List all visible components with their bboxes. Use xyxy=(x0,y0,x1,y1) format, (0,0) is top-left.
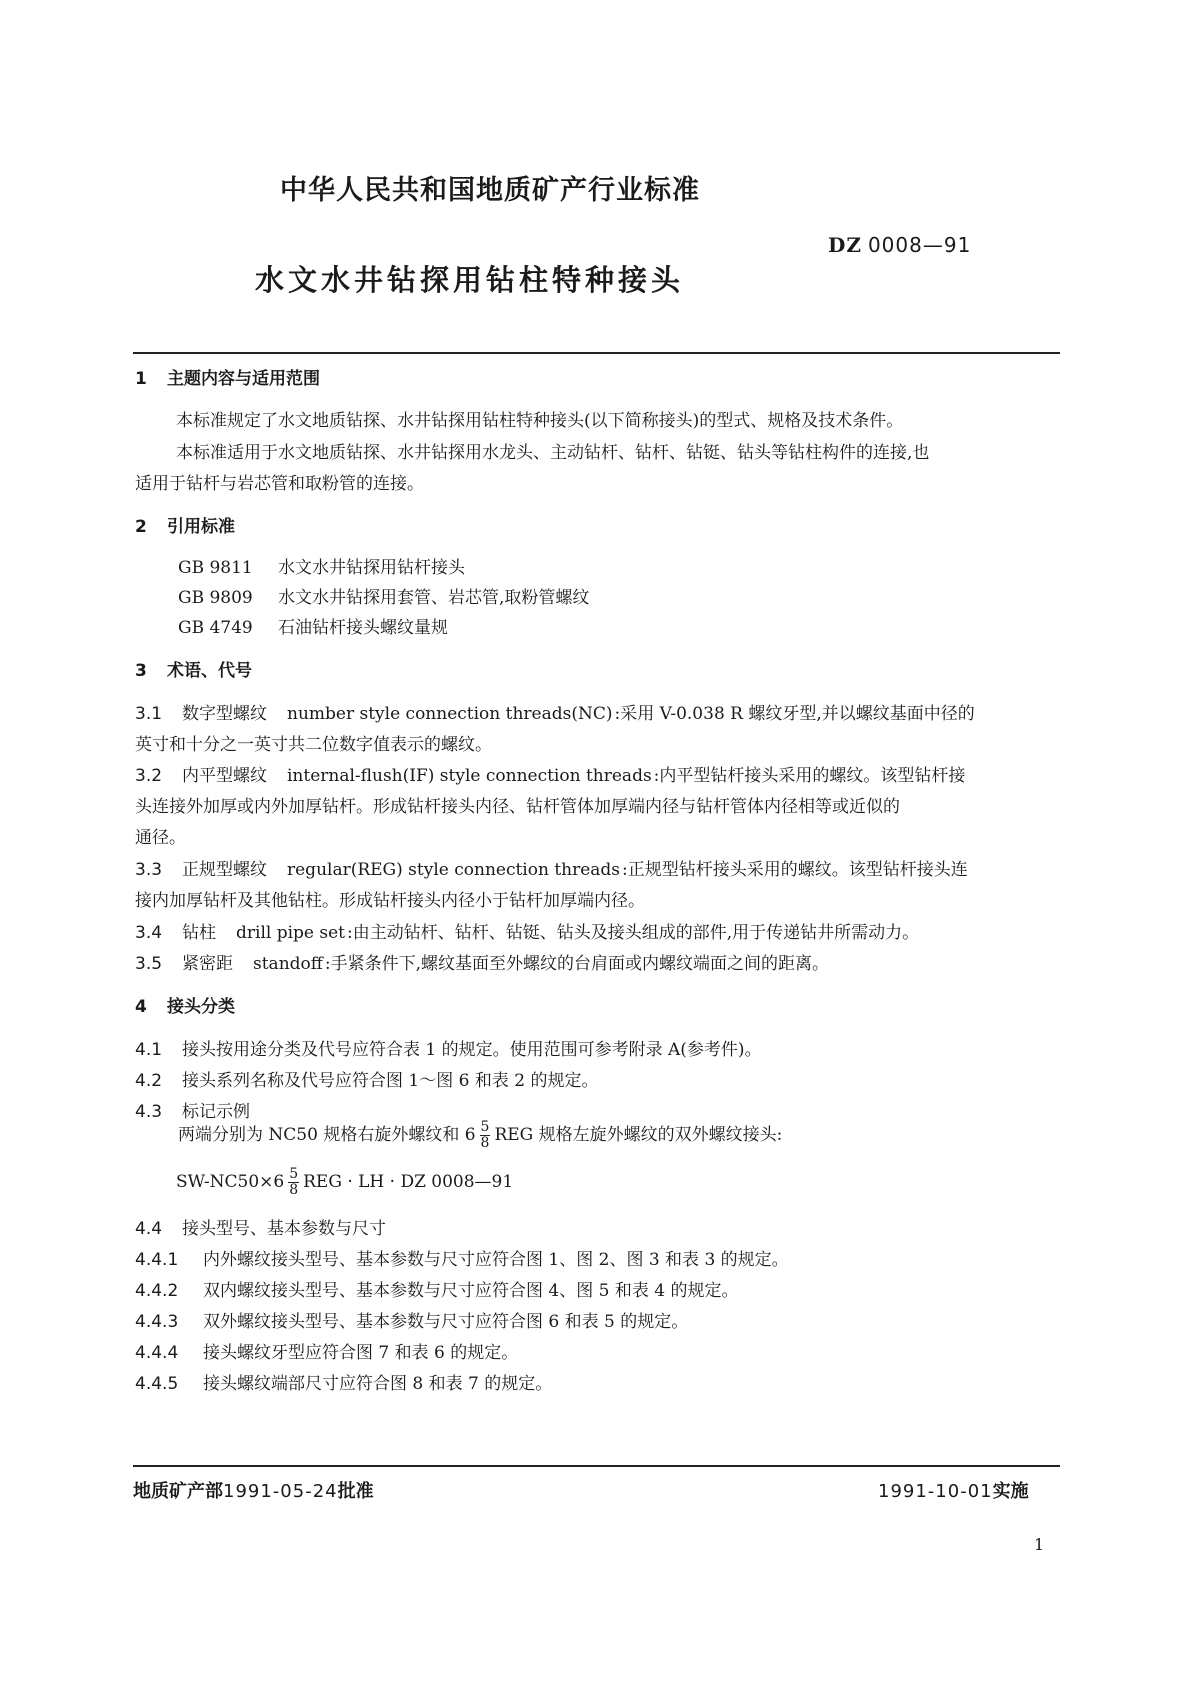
clause-4-4: 4.4 接头型号、基本参数与尺寸 xyxy=(135,1219,386,1239)
reference-item: GB 4749 石油钻杆接头螺纹量规 xyxy=(178,618,448,638)
standard-prefix: DZ xyxy=(828,233,862,257)
clause-3-2: 3.2 内平型螺纹 internal-flush(IF) style connection threads :内平型钻杆接头采用的螺纹。该型钻杆接 xyxy=(135,766,966,786)
clause-3-5: 3.5 紧密距 standoff :手紧条件下,螺纹基面至外螺纹的台肩面或内螺纹端面之间的距离。 xyxy=(135,954,829,974)
fraction: $\frac{5}{8}$ xyxy=(480,1119,490,1151)
clause-3-1: 3.1 数字型螺纹 number style connection threads(NC) :采用 V-0.038 R 螺纹牙型,并以螺纹基面中径的 xyxy=(135,704,975,724)
marking-example-description: 两端分别为 NC50 规格右旋外螺纹和 6 $\frac{5}{8}$ REG 规格左旋外螺纹的双外螺纹接头: xyxy=(178,1119,783,1151)
clause-4-4-2: 4.4.2 双内螺纹接头型号、基本参数与尺寸应符合图 4、图 5 和表 4 的规定。 xyxy=(135,1281,739,1301)
clause-4-4-4: 4.4.4 接头螺纹牙型应符合图 7 和表 6 的规定。 xyxy=(135,1343,519,1363)
clause-3-2-cont: 头连接外加厚或内外加厚钻杆。形成钻杆接头内径、钻杆管体加厚端内径与钻杆管体内径相等或近似的 xyxy=(135,797,900,817)
clause-3-1-cont: 英寸和十分之一英寸共二位数字值表示的螺纹。 xyxy=(135,735,492,755)
section-1-heading: 1 主题内容与适用范围 xyxy=(135,369,320,389)
document-title: 水文水井钻探用钻柱特种接头 xyxy=(255,263,685,297)
standard-code: 0008—91 xyxy=(867,233,972,257)
section-1-para-2-line-2: 适用于钻杆与岩芯管和取粉管的连接。 xyxy=(135,474,424,494)
clause-3-3-cont: 接内加厚钻杆及其他钻柱。形成钻杆接头内径小于钻杆加厚端内径。 xyxy=(135,891,645,911)
reference-item: GB 9809 水文水井钻探用套管、岩芯管,取粉管螺纹 xyxy=(178,588,590,608)
section-4-heading: 4 接头分类 xyxy=(135,997,235,1017)
clause-4-1: 4.1 接头按用途分类及代号应符合表 1 的规定。使用范围可参考附录 A(参考件)。 xyxy=(135,1040,762,1060)
issuing-body-heading: 中华人民共和国地质矿产行业标准 xyxy=(280,175,700,206)
clause-4-2: 4.2 接头系列名称及代号应符合图 1～图 6 和表 2 的规定。 xyxy=(135,1071,599,1091)
clause-3-4: 3.4 钻柱 drill pipe set :由主动钻杆、钻杆、钻铤、钻头及接头组成的部件,用于传递钻井所需动力。 xyxy=(135,923,920,943)
section-2-heading: 2 引用标准 xyxy=(135,517,235,537)
clause-4-4-5: 4.4.5 接头螺纹端部尺寸应符合图 8 和表 7 的规定。 xyxy=(135,1374,553,1394)
section-3-heading: 3 术语、代号 xyxy=(135,661,252,681)
clause-4-3: 4.3 标记示例 xyxy=(135,1102,250,1122)
footer-rule xyxy=(133,1465,1060,1467)
page-number: 1 xyxy=(1034,1535,1045,1554)
clause-3-3: 3.3 正规型螺纹 regular(REG) style connection threads :正规型钻杆接头采用的螺纹。该型钻杆接头连 xyxy=(135,860,968,880)
clause-3-2-cont: 通径。 xyxy=(135,828,186,848)
effective-line: 1991-10-01实施 xyxy=(878,1481,1029,1502)
clause-4-4-1: 4.4.1 内外螺纹接头型号、基本参数与尺寸应符合图 1、图 2、图 3 和表 3 的规定。 xyxy=(135,1250,789,1270)
reference-item: GB 9811 水文水井钻探用钻杆接头 xyxy=(178,558,465,578)
section-1-para-2-line-1: 本标准适用于水文地质钻探、水井钻探用水龙头、主动钻杆、钻杆、钻铤、钻头等钻柱构件的连接,也 xyxy=(176,443,930,463)
header-rule xyxy=(133,352,1060,354)
approval-line: 地质矿产部1991-05-24批准 xyxy=(133,1481,374,1502)
fraction: $\frac{5}{8}$ xyxy=(289,1166,299,1198)
section-1-para-1: 本标准规定了水文地质钻探、水井钻探用钻柱特种接头(以下简称接头)的型式、规格及技术条件。 xyxy=(176,411,904,431)
clause-4-4-3: 4.4.3 双外螺纹接头型号、基本参数与尺寸应符合图 6 和表 5 的规定。 xyxy=(135,1312,689,1332)
standard-number xyxy=(828,233,971,257)
marking-example-code: SW-NC50×6 $\frac{5}{8}$ REG · LH · DZ 0008—91 xyxy=(176,1166,514,1198)
